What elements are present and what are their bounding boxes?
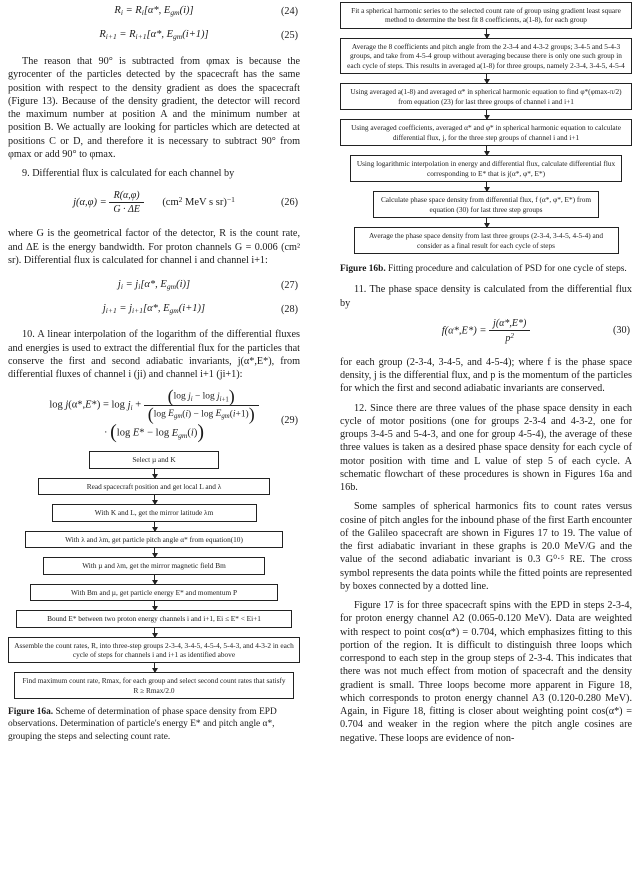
flow-step-mirror-latitude: With K and L, get the mirror latitude λm [52, 504, 257, 521]
flow-step-fit-harmonic: Fit a spherical harmonic series to the selected count rate of group using gradient least square method to determine the best fit 8 coefficients, a(1-8), for each group [340, 2, 632, 29]
equation-27: $j_i = j_i[\alpha*$, $E_{gm}(i)$] (27) [117, 279, 298, 292]
equation-26-units: ($cm^2$ MeV s sr)$^{-1}$ [162, 195, 235, 209]
flow-step-log-interpolation: Using logarithmic interpolation in energy and differential flux, calculate differential flux corresponding to E* that is j(α*, φ*, E*) [350, 155, 622, 182]
flow-arrow [154, 628, 155, 637]
flow-step-calc-differential-flux: Using averaged coefficients, averaged α* and φ* in spherical harmonic equation to calculate differential flux, j, for the three step groups of channel i and i+1 [340, 119, 632, 146]
item-10-text: 10. A linear interpolation of the logarithm of the differential fluxes and energies is used to extract the differential flux for the particles that conserve the first and second adiabatic invariants, j(α*,E*), from differential fluxes of channel i (ji) and channel i+1 (ji+1): [8, 329, 300, 381]
flow-arrow [154, 663, 155, 672]
paragraph-gyrocenter: The reason that 90° is subtracted from φmax is because the gyrocenter of the particles detected by the spacecraft has the same position with respect to the density gradient as does the spacecraft (Figure 13). Because of the density gradient, the detector will record the maximum number at position A and the minimum number at position B. We actually are looking for particles which are detected at positions C or D, and therefore it is necessary to subtract 90° from φmax or add 90° to φmax. [8, 56, 300, 160]
flow-arrow [154, 522, 155, 531]
flow-step-mirror-field: With µ and λm, get the mirror magnetic field Bm [43, 557, 265, 574]
flow-arrow [486, 146, 487, 155]
flow-arrow [486, 29, 487, 38]
figure-16a-flowchart [8, 451, 300, 699]
flow-step-bound-energy: Bound E* between two proton energy channels i and i+1, Ei ≤ E* < Ei+1 [16, 610, 292, 627]
equation-24: $R_i = R_i[\alpha*$, $E_{gm}(i)$] (24) [114, 5, 298, 18]
paragraph-geometrical-factor: where G is the geometrical factor of the detector, R is the count rate, and ΔE is the energy bandwidth. For proton channels G = 0.006 (cm² sr). Differential flux is calculated for channel i and channel i+1: [8, 228, 300, 266]
left-column [8, 0, 300, 751]
equation-25-number: (25) [281, 29, 298, 41]
figure-16a-label: Figure 16a. [8, 707, 54, 718]
flow-arrow [486, 218, 487, 227]
right-column [340, 0, 632, 751]
paragraph-samples: Some samples of spherical harmonics fits to count rates versus cosine of pitch angles for the inbound phase of the first Earth encounter of the Galileo spacecraft are shown in Figures 17 to 19. The value of the first adiabatic invariant in these graphs is 20.0 MeV/G and the value of the second adiabatic invariant is 0.3 G⁰·⁵ RE. The cross symbol represents the data points while the fitted points are represented by boxes connected by a dotted line. [340, 501, 632, 592]
item-11-text: 11. The phase space density is calculated from the differential flux by [340, 284, 632, 309]
equation-30-number: (30) [613, 325, 630, 337]
figure-16a-caption-text: Scheme of determination of phase space density from EPD observations. Determination of particle's energy E* and pitch angle α*, grouping the steps and selecting count rate. [8, 707, 277, 742]
flow-arrow [154, 469, 155, 478]
equation-29: $\log j(\alpha*,E*) = \log j_i$ + $\frac{(\log j_i - \log j_{i+1})}{(\log E_{gm}(i) - \log E_{gm}(i+1))}$ (29) [49, 386, 298, 427]
item-12-text: 12. Since there are three values of the phase space density in each cycle of motor positions (one for groups 2-3-4 and 4-3-2, one for groups 3-4-5 and 5-4-3, and one for group 4-5-4), the average of these three values is taken as a desired phase space density for each cycle of motor position with time and L value of step 5 of each cycle. A schematic flowchart of these procedures is shown in Figures 16a and 16b. [340, 402, 632, 494]
figure-16a-caption [8, 706, 300, 742]
item-9-text: 9. Differential flux is calculated for each channel by [22, 168, 235, 180]
equation-27-number: (27) [281, 279, 298, 291]
equation-26: j(α,φ) = $\frac{R(\alpha,\varphi)}{G \cdot \Delta E}$ ($cm^2$ MeV s sr)$^{-1}$ (26) [73, 190, 298, 216]
flow-step-read-position: Read spacecraft position and get local L and λ [38, 478, 270, 495]
flow-step-assemble: Assemble the count rates, R, into three-step groups 2-3-4, 3-4-5, 4-5-4, 5-4-3, and 4-3-2 in each cycle of steps for channels i and i+1 as identified above [8, 637, 300, 664]
flow-step-energy-momentum: With Bm and µ, get particle energy E* and momentum P [30, 584, 278, 601]
flow-arrow [154, 495, 155, 504]
figure-16b-flowchart [340, 2, 632, 254]
paragraph-figure-17: Figure 17 is for three spacecraft spins with the EPD in steps 2-3-4, for proton energy channel A2 (0.065-0.120 MeV). Data are weighted with respect to point cos(α*) = 0.704, which emphasizes fitting to this portion of the region. It is difficult to distinguish three loops which correspond to each step in the group steps of 2-3-4. This indicates that there was not much effect from motion of spacecraft and the density gradient is small. Three loops become more apparent in Figure 18, which corresponds to proton energy channel A3 (0.120-0.280 MeV). Again, in Figure 18, fitting is closer about weighting point cos(α*) = 0.704 and weaker in the region where the pitch angle cosines are negative. These loops are evidence of non- [340, 600, 632, 744]
flow-step-pitch-angle: With λ and λm, get particle pitch angle α* from equation(10) [25, 531, 283, 548]
flow-arrow [486, 74, 487, 83]
figure-16b-label: Figure 16b. [340, 264, 386, 275]
flow-arrow [154, 548, 155, 557]
flow-arrow [486, 182, 487, 191]
flow-arrow [154, 601, 155, 610]
equation-24-number: (24) [281, 5, 298, 17]
equation-29-cont: · (log $E* - \log E_{gm}(i)$) [104, 421, 204, 444]
equation-25: $R_{i+1} = R_{i+1}[\alpha*$, $E_{gm}(i+1)$] (25) [99, 29, 298, 42]
flow-step-find-phi: Using averaged a(1-8) and averaged α* in spherical harmonic equation to find φ*(φmax-π/2) from equation (23) for last three groups of channel i and i+1 [340, 83, 632, 110]
equation-30: f(α*,E*) = $\frac{j(\alpha*,E*)}{p^2}$ (30) [441, 317, 630, 344]
flow-step-calc-psd: Calculate phase space density from differential flux, f (α*, φ*, E*) from equation (30) for last three step groups [373, 191, 599, 218]
equation-28: $j_{i+1} = j_{i+1}[\alpha*$, $E_{gm}(i+1)$] (28) [102, 303, 298, 316]
flow-step-average-psd: Average the phase space density from last three groups (2-3-4, 3-4-5, 4-5-4) and consider as a final result for each cycle of steps [354, 227, 619, 254]
flow-step-average-coefficients: Average the 8 coefficients and pitch angle from the 2-3-4 and 4-3-2 groups; 3-4-5 and 5-4-3 groups, and take from 4-5-4 group without averaging because there is only one such group in each cycle of steps. This results in averaged a(1-8) for three groups, namely 2-3-4, 3-4-5, 4-5-4 [340, 38, 632, 74]
figure-16b-caption [340, 263, 632, 275]
figure-16b-caption-text: Fitting procedure and calculation of PSD for one cycle of steps. [388, 264, 627, 275]
flow-arrow [154, 575, 155, 584]
paragraph-after-eq30: for each group (2-3-4, 3-4-5, and 4-5-4); where f is the phase space density, j is the differential flux, and p is the momentum of the particles for which the first and second adiabatic invariants are conserved. [340, 356, 632, 395]
flow-step-select: Select µ and K [89, 451, 219, 468]
equation-28-number: (28) [281, 303, 298, 315]
flow-arrow [486, 110, 487, 119]
equation-29-number: (29) [281, 415, 298, 427]
flow-step-max-count: Find maximum count rate, Rmax, for each group and select second count rates that satisfy R ≥ Rmax/2.0 [14, 672, 294, 699]
equation-26-number: (26) [281, 197, 298, 209]
